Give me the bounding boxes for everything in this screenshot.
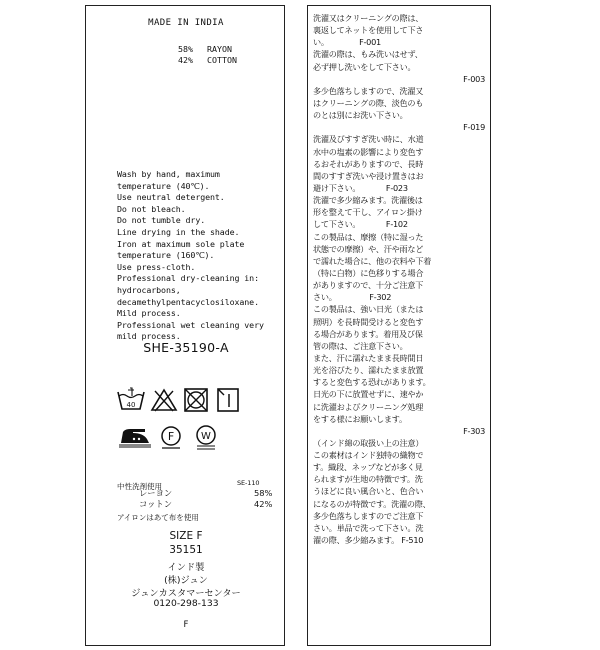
note-code: F-003 xyxy=(463,73,485,84)
note-line: この製品は、強い日光（または xyxy=(313,304,424,315)
note-line: はクリーニングの際、淡色のも xyxy=(313,97,424,108)
care-instruction-line: Line drying in the shade. xyxy=(117,226,240,237)
jp-note-line: アイロンはあて布を使用 xyxy=(117,513,199,523)
note-line: 形を整えて干し、アイロン掛け xyxy=(313,207,423,218)
note-line: す。織段、ネップなどが多く見 xyxy=(313,462,423,473)
care-instruction-line: decamethylpentacyclosiloxane. xyxy=(117,296,259,307)
note-line: い。 F-001 xyxy=(313,37,381,48)
note-line: 裏返してネットを使用して下さ xyxy=(313,25,424,36)
note-line: 必ず押し洗いをして下さい。 xyxy=(313,61,416,72)
care-instruction-line: temperature (40℃). xyxy=(117,180,210,191)
note-line: 避け下さい。 F-023 xyxy=(313,182,408,193)
se-code: SE-110 xyxy=(237,479,260,487)
fabric-pct: 42% xyxy=(178,55,193,65)
fabric-pct-jp: 42% xyxy=(254,499,273,509)
care-instruction-line: Mild process. xyxy=(117,308,181,319)
note-line: 照明）を長時間受けると変色す xyxy=(313,316,424,327)
note-line: さい。単品で洗って下さい。洗 xyxy=(313,522,424,533)
note-line: 光を浴びたり、濡れたまま放置 xyxy=(313,365,424,376)
fabric-name-jp: レーヨン xyxy=(139,488,173,498)
note-line: 日光の下に放置せずに、速やか xyxy=(313,389,424,400)
care-instructions-en xyxy=(117,169,264,343)
note-line: 濯の際、多少縮みます。 F-510 xyxy=(313,535,424,546)
note-line: に洗濯およびクリーニング処理 xyxy=(313,401,424,412)
jp-note-line: 中性洗剤使用 xyxy=(117,481,162,491)
country-of-origin: MADE IN INDIA xyxy=(148,18,224,28)
care-instruction-line: Iron at maximum sole plate xyxy=(117,238,245,249)
note-line: この素材はインド独特の織物で xyxy=(313,450,424,461)
note-line: すると変色する恐れがあります。 xyxy=(313,377,431,388)
fabric-pct: 58% xyxy=(178,44,193,54)
note-code: F-019 xyxy=(463,122,485,133)
care-instruction-line: Do not tumble dry. xyxy=(117,215,206,226)
phone-number: 0120-298-133 xyxy=(153,598,219,609)
size-code: F xyxy=(183,620,189,630)
size-label: SIZE F xyxy=(169,530,203,542)
note-line: 間のすすぎ洗いや浸け置きはお xyxy=(313,170,424,181)
origin-jp: インド製 xyxy=(167,562,205,573)
note-line: るおそれがありますので、長時 xyxy=(313,158,424,169)
dry-clean-letter: F xyxy=(167,430,175,443)
note-line: をする様にお願いします。 xyxy=(313,413,407,424)
care-instruction-line: Professional dry-cleaning in: xyxy=(117,273,259,284)
note-line: また、汗に濡れたまま長時間日 xyxy=(313,352,424,363)
note-line: 洗濯及びすすぎ洗い時に、水道 xyxy=(313,134,424,145)
care-instruction-line: hydrocarbons, xyxy=(117,284,181,295)
note-line: この製品は、摩擦（特に湿った xyxy=(313,231,424,242)
iron-medium-press-cloth-icon xyxy=(117,424,155,448)
note-line: のとは別にお洗い下さい。 xyxy=(313,110,408,121)
care-instruction-line: temperature (160℃). xyxy=(117,250,215,261)
note-line: 多少色落ちしますので、洗濯又 xyxy=(313,85,424,96)
note-line: して下さい。 F-102 xyxy=(313,219,408,230)
fabric-name: RAYON xyxy=(207,44,232,54)
care-instruction-line: Do not bleach. xyxy=(117,203,186,214)
wet-clean-letter: W xyxy=(201,431,211,442)
note-line: さい。 F-302 xyxy=(313,292,392,303)
note-line: で濡れた場合に、他の衣料や下着 xyxy=(313,255,432,266)
note-line: になるのが特徴です。洗濯の際、 xyxy=(313,498,431,509)
fabric-name-jp: コットン xyxy=(139,499,173,509)
japanese-care-notes-label xyxy=(307,5,491,646)
note-line: がありますので、十分ご注意下 xyxy=(313,280,424,291)
dry-clean-f-mild-icon xyxy=(158,424,184,450)
fabric-pct-jp: 58% xyxy=(254,488,273,498)
note-line: 洗濯の際は、もみ洗いはせず、 xyxy=(313,49,423,60)
care-instruction-line: Professional wet cleaning very xyxy=(117,319,264,330)
line-dry-shade-icon xyxy=(216,387,240,413)
care-notes-text xyxy=(313,12,487,546)
note-line: 洗濯又はクリーニングの際は、 xyxy=(313,13,424,23)
care-instruction-line: Wash by hand, maximum xyxy=(117,169,220,179)
company-name: (株)ジュン xyxy=(164,575,208,586)
do-not-tumble-dry-icon xyxy=(183,387,209,413)
note-line: （インド綿の取扱い上の注意） xyxy=(313,437,424,448)
note-line: 状態での摩擦）や、汗や雨など xyxy=(313,243,424,254)
note-line: られますが生地の特徴です。洗 xyxy=(313,474,423,485)
wash-temperature: 40 xyxy=(126,401,136,409)
do-not-bleach-icon xyxy=(150,387,178,413)
care-instruction-line: Use press-cloth. xyxy=(117,261,196,272)
note-line: 水中の塩素の影響により変色す xyxy=(313,146,424,157)
customer-center: ジュンカスタマーセンター xyxy=(131,588,241,599)
english-care-label xyxy=(85,5,285,646)
care-instruction-line: Use neutral detergent. xyxy=(117,192,225,203)
note-line: うほどに良い風合いと、色合い xyxy=(313,486,424,497)
note-line: 管の際は、ご注意下さい。 xyxy=(313,340,408,351)
care-instruction-line: mild process. xyxy=(117,331,181,342)
hand-wash-40-icon xyxy=(116,387,146,413)
note-line: （特に白物）に色移りする場合 xyxy=(313,267,424,278)
note-line: 洗濯で多少縮みます。洗濯後は xyxy=(313,195,423,206)
item-number: 35151 xyxy=(169,544,203,556)
fabric-name: COTTON xyxy=(207,55,237,65)
note-line: る場合があります。着用及び保 xyxy=(313,328,423,339)
note-line: 多少色落ちしますのでご注意下 xyxy=(313,510,424,521)
product-code: SHE-35190-A xyxy=(143,340,229,355)
note-code: F-303 xyxy=(463,425,485,436)
wet-clean-w-very-mild-icon xyxy=(193,424,219,450)
